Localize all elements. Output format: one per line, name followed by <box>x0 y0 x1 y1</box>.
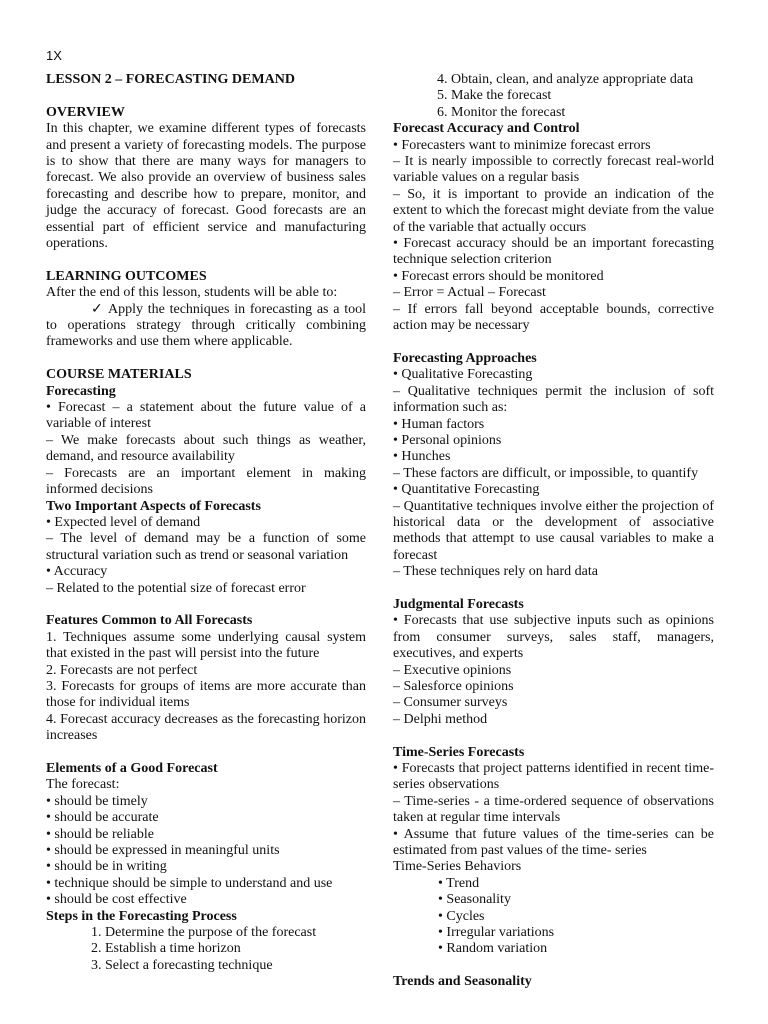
list-item: 1. Techniques assume some underlying causal system that existed in the past will persist into the future <box>46 629 366 662</box>
list-item: – Qualitative techniques permit the inclusion of soft information such as: <box>393 383 714 416</box>
list-item: • Quantitative Forecasting <box>393 482 540 498</box>
list-item: – Consumer surveys <box>393 695 508 711</box>
list-item: – If errors fall beyond acceptable bounds, corrective action may be necessary <box>393 301 714 334</box>
list-item: 2. Forecasts are not perfect <box>46 662 198 678</box>
list-item: – We make forecasts about such things as weather, demand, and resource availability <box>46 432 366 465</box>
list-item: – Quantitative techniques involve either the projection of historical data or the development of associative methods that attempt to use causal variables to make a forecast <box>393 498 714 563</box>
list-item: • technique should be simple to understand and use <box>46 875 333 891</box>
list-item: • should be reliable <box>46 826 154 842</box>
page-label: 1X <box>46 48 62 63</box>
list-item: • should be cost effective <box>46 892 187 908</box>
list-item: • Expected level of demand <box>46 514 201 530</box>
list-item: – Executive opinions <box>393 662 512 678</box>
lesson-title: LESSON 2 – FORECASTING DEMAND <box>46 72 295 87</box>
list-item: • Forecast accuracy should be an important forecasting technique selection criterion <box>393 236 714 268</box>
list-item: 4. Obtain, clean, and analyze appropriate data <box>437 72 694 87</box>
list-item: • should be expressed in meaningful units <box>46 843 280 859</box>
elements-heading: Elements of a Good Forecast <box>46 760 218 776</box>
list-item: 5. Make the forecast <box>437 88 552 104</box>
judgmental-heading: Judgmental Forecasts <box>393 596 524 612</box>
list-item: • Forecast – a statement about the future value of a variable of interest <box>46 400 366 432</box>
list-item: • Forecasters want to minimize forecast errors <box>393 137 651 153</box>
list-item: • Hunches <box>393 449 451 465</box>
approaches-heading: Forecasting Approaches <box>393 350 537 366</box>
list-item: – Delphi method <box>393 711 488 727</box>
materials-heading: COURSE MATERIALS <box>46 367 192 383</box>
trends-heading: Trends and Seasonality <box>393 974 532 990</box>
list-item: • Human factors <box>393 416 485 432</box>
list-item: 3. Forecasts for groups of items are more accurate than those for individual items <box>46 678 366 711</box>
list-item: – Salesforce opinions <box>393 679 514 694</box>
list-item: • should be in writing <box>46 859 167 875</box>
left-column <box>46 72 366 974</box>
outcomes-heading: LEARNING OUTCOMES <box>46 268 207 284</box>
list-item: 6. Monitor the forecast <box>437 104 566 120</box>
list-item: – Forecasts are an important element in making informed decisions <box>46 465 366 498</box>
list-item: • Forecasts that project patterns identified in recent time-series observations <box>393 761 714 793</box>
list-item: – These factors are difficult, or impossible, to quantify <box>393 465 699 481</box>
list-item: – These techniques rely on hard data <box>393 564 599 580</box>
outcome-item: ✓ Apply the techniques in forecasting as a tool to operations strategy through critically combining frameworks and use them where applicable. <box>46 301 366 350</box>
list-item: • Irregular variations <box>438 925 555 941</box>
aspects-heading: Two Important Aspects of Forecasts <box>46 498 261 514</box>
list-item: • should be accurate <box>46 810 159 826</box>
accuracy-heading: Forecast Accuracy and Control <box>393 121 580 137</box>
list-item: – So, it is important to provide an indication of the extent to which the forecast might deviate from the value of the variable that actually occurs <box>393 186 714 235</box>
list-item: – Error = Actual – Forecast <box>393 285 546 301</box>
list-item: – Time-series - a time-ordered sequence of observations taken at regular time intervals <box>393 793 714 826</box>
timeseries-heading: Time-Series Forecasts <box>393 744 525 760</box>
forecasting-heading: Forecasting <box>46 383 116 399</box>
list-item: • Personal opinions <box>393 432 502 448</box>
outcomes-intro: After the end of this lesson, students will be able to: <box>46 285 338 301</box>
features-heading: Features Common to All Forecasts <box>46 613 253 629</box>
list-item: • should be timely <box>46 793 148 809</box>
list-item: • Assume that future values of the time-series can be estimated from past values of the time- series <box>393 826 714 859</box>
overview-heading: OVERVIEW <box>46 104 125 120</box>
list-item: • Seasonality <box>438 892 511 908</box>
list-item: • Trend <box>438 875 480 891</box>
list-item: 3. Select a forecasting technique <box>91 957 273 973</box>
elements-intro: The forecast: <box>46 777 120 793</box>
steps-heading: Steps in the Forecasting Process <box>46 908 237 924</box>
list-item: • Cycles <box>438 908 485 924</box>
list-item: 4. Forecast accuracy decreases as the forecasting horizon increases <box>46 711 366 744</box>
list-item: – Related to the potential size of forecast error <box>46 580 306 596</box>
list-item: 2. Establish a time horizon <box>91 941 241 957</box>
list-item: • Qualitative Forecasting <box>393 367 533 383</box>
list-item: • Forecasts that use subjective inputs such as opinions from consumer surveys, sales staff, managers, executives, and experts <box>393 613 714 662</box>
overview-paragraph: In this chapter, we examine different types of forecasts and present a variety of forecasting models. The purpose is to show that there are many ways for managers to forecast. We also provide an overview of business sales forecasting and describe how to prepare, monitor, and judge the accuracy of forecast. Good forecasts are an essential part of efficient service and manufacturing operations. <box>46 121 366 252</box>
list-item: 1. Determine the purpose of the forecast <box>91 925 317 941</box>
list-item: • Forecast errors should be monitored <box>393 268 604 284</box>
list-item: – The level of demand may be a function of some structural variation such as trend or seasonal variation <box>46 531 366 563</box>
behaviors-label: Time-Series Behaviors <box>393 859 522 875</box>
list-item: • Random variation <box>438 941 548 957</box>
list-item: • Accuracy <box>46 564 108 580</box>
list-item: – It is nearly impossible to correctly forecast real-world variable values on a regular basis <box>393 154 714 186</box>
right-column <box>393 72 714 991</box>
